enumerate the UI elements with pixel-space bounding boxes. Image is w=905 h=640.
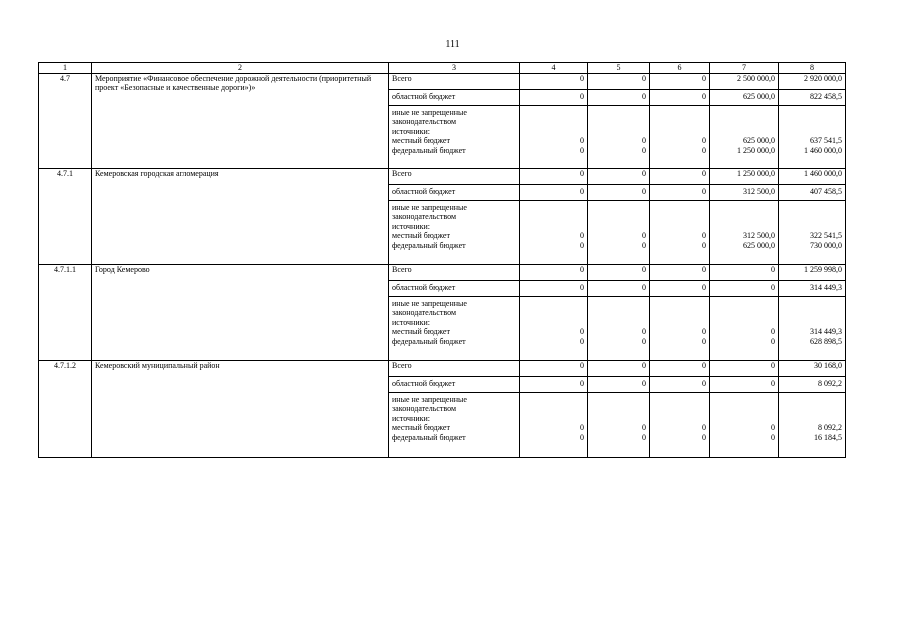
row-name: Кемеровский муниципальный район [92,360,389,457]
spacer [782,318,842,328]
spacer [591,404,646,414]
value-cell: 0 [650,264,710,280]
spacer [591,108,646,118]
value-stack [650,200,710,264]
row-code: 4.7.1.1 [39,264,92,360]
source-label: областной бюджет [389,280,520,296]
value-cell: 1 460 000,0 [779,168,846,184]
value-cell: 16 184,5 [814,432,842,442]
value-stack [650,296,710,360]
source-label-stack [389,105,520,168]
spacer [782,222,842,232]
value-cell: 8 092,2 [779,376,846,392]
spacer [782,299,842,309]
value-cell: 0 [650,73,710,89]
table-row [39,73,846,89]
value-cell: 0 [580,432,584,442]
value-cell: 0 [771,327,775,336]
column-header: 4 [520,63,588,74]
value-cell: 0 [588,168,650,184]
value-cell: 0 [702,336,706,346]
source-label: законодательством [392,404,457,413]
value-stack [710,105,779,168]
source-label: местный бюджет [392,423,450,432]
spacer [591,308,646,318]
value-stack [779,296,846,360]
spacer [782,212,842,222]
value-cell: 0 [650,89,710,105]
value-cell: 312 500,0 [743,231,775,240]
source-label: иные не запрещенные [392,107,467,117]
spacer [713,318,775,328]
value-cell: 0 [771,336,775,346]
value-cell: 0 [520,73,588,89]
spacer [523,212,584,222]
value-cell: 0 [642,327,646,336]
source-label: областной бюджет [389,184,520,200]
source-label: источники: [392,413,430,423]
spacer [713,203,775,213]
source-label: федеральный бюджет [392,145,466,155]
spacer [523,414,584,424]
value-stack [710,392,779,457]
column-header: 1 [39,63,92,74]
value-stack [520,392,588,457]
value-cell: 0 [520,168,588,184]
value-cell: 0 [588,264,650,280]
value-stack [520,296,588,360]
spacer [523,117,584,127]
row-name: Мероприятие «Финансовое обеспечение дорожной деятельности (приоритетный проект «Безопасные и качественные дороги»)» [92,73,389,168]
spacer [523,203,584,213]
table-row [39,264,846,280]
spacer [782,404,842,414]
source-label: иные не запрещенные [392,394,467,404]
source-label: законодательством [392,117,457,126]
spacer [653,318,706,328]
spacer [523,127,584,137]
spacer [523,299,584,309]
value-cell: 0 [588,376,650,392]
value-cell: 0 [520,184,588,200]
value-cell: 0 [642,145,646,155]
value-cell: 0 [702,432,706,442]
source-label: иные не запрещенные [392,298,467,308]
value-cell: 0 [771,432,775,442]
budget-table [38,62,846,458]
spacer [591,127,646,137]
value-cell: 0 [702,240,706,250]
value-stack [710,296,779,360]
header-row [39,63,846,74]
spacer [713,414,775,424]
spacer [713,395,775,405]
value-cell: 0 [580,327,584,336]
value-cell: 0 [588,184,650,200]
column-header: 6 [650,63,710,74]
source-label: законодательством [392,308,457,317]
spacer [782,203,842,213]
value-cell: 0 [642,336,646,346]
value-cell: 625 000,0 [710,89,779,105]
spacer [713,108,775,118]
spacer [782,414,842,424]
value-stack [779,392,846,457]
page-number: 111 [445,39,460,50]
value-cell: 0 [771,423,775,432]
spacer [591,395,646,405]
value-cell: 30 168,0 [779,360,846,376]
spacer [653,414,706,424]
value-cell: 0 [520,360,588,376]
value-stack [650,105,710,168]
value-cell: 0 [710,264,779,280]
value-cell: 0 [650,360,710,376]
spacer [653,222,706,232]
spacer [591,117,646,127]
value-cell: 314 449,3 [810,327,842,336]
column-header: 7 [710,63,779,74]
source-label: местный бюджет [392,327,450,336]
row-code: 4.7.1 [39,168,92,264]
spacer [591,212,646,222]
spacer [782,117,842,127]
value-cell: 314 449,3 [779,280,846,296]
source-label: Всего [389,73,520,89]
spacer [782,127,842,137]
spacer [782,308,842,318]
value-cell: 730 000,0 [810,240,842,250]
spacer [523,395,584,405]
spacer [713,308,775,318]
value-cell: 625 000,0 [743,240,775,250]
value-cell: 2 920 000,0 [779,73,846,89]
spacer [523,108,584,118]
source-label: иные не запрещенные [392,202,467,212]
source-label: федеральный бюджет [392,432,466,442]
value-stack [520,200,588,264]
value-stack [588,200,650,264]
value-stack [588,392,650,457]
source-label: областной бюджет [389,89,520,105]
value-cell: 0 [650,376,710,392]
value-cell: 0 [642,240,646,250]
value-cell: 322 541,5 [810,231,842,240]
value-cell: 0 [710,360,779,376]
table-row [39,168,846,184]
spacer [713,222,775,232]
source-label-stack [389,392,520,457]
spacer [653,404,706,414]
value-stack [779,105,846,168]
value-stack [588,296,650,360]
spacer [591,222,646,232]
source-label: источники: [392,221,430,231]
spacer [713,212,775,222]
value-cell: 0 [580,336,584,346]
row-code: 4.7.1.2 [39,360,92,457]
spacer [591,318,646,328]
value-cell: 0 [702,327,706,336]
spacer [713,127,775,137]
value-stack [710,200,779,264]
value-cell: 0 [520,89,588,105]
spacer [591,299,646,309]
spacer [713,299,775,309]
value-cell: 0 [642,432,646,442]
source-label: Всего [389,264,520,280]
row-code: 4.7 [39,73,92,168]
value-cell: 0 [642,136,646,145]
value-cell: 0 [650,168,710,184]
column-header: 8 [779,63,846,74]
table-row [39,360,846,376]
spacer [782,395,842,405]
spacer [653,212,706,222]
spacer [653,203,706,213]
spacer [653,299,706,309]
column-header: 5 [588,63,650,74]
value-cell: 0 [642,231,646,240]
value-cell: 0 [650,184,710,200]
value-cell: 2 500 000,0 [710,73,779,89]
source-label: областной бюджет [389,376,520,392]
value-cell: 0 [642,423,646,432]
value-cell: 1 250 000,0 [737,145,775,155]
value-cell: 1 250 000,0 [710,168,779,184]
spacer [523,318,584,328]
source-label: местный бюджет [392,136,450,145]
spacer [653,308,706,318]
row-name: Город Кемерово [92,264,389,360]
source-label-stack [389,200,520,264]
value-cell: 0 [520,264,588,280]
source-label: Всего [389,168,520,184]
value-cell: 407 458,5 [779,184,846,200]
spacer [713,117,775,127]
source-label: местный бюджет [392,231,450,240]
row-name: Кемеровская городская агломерация [92,168,389,264]
spacer [523,222,584,232]
column-header: 2 [92,63,389,74]
value-stack [588,105,650,168]
value-cell: 0 [520,280,588,296]
spacer [653,117,706,127]
spacer [782,108,842,118]
value-stack [650,392,710,457]
value-cell: 0 [580,240,584,250]
value-cell: 0 [702,136,706,145]
spacer [713,404,775,414]
source-label: источники: [392,317,430,327]
value-cell: 0 [580,145,584,155]
source-label: федеральный бюджет [392,240,466,250]
spacer [653,127,706,137]
value-cell: 8 092,2 [818,423,842,432]
value-cell: 0 [702,231,706,240]
source-label: Всего [389,360,520,376]
value-cell: 0 [702,423,706,432]
source-label: законодательством [392,212,457,221]
spacer [591,414,646,424]
value-cell: 0 [588,73,650,89]
value-cell: 822 458,5 [779,89,846,105]
value-cell: 0 [588,89,650,105]
spacer [653,108,706,118]
spacer [591,203,646,213]
value-cell: 312 500,0 [710,184,779,200]
value-cell: 0 [588,360,650,376]
source-label-stack [389,296,520,360]
value-cell: 0 [702,145,706,155]
value-cell: 628 898,5 [810,336,842,346]
column-header: 3 [389,63,520,74]
value-cell: 637 541,5 [810,136,842,145]
value-cell: 1 460 000,0 [804,145,842,155]
value-cell: 0 [710,376,779,392]
value-cell: 0 [520,376,588,392]
value-cell: 0 [588,280,650,296]
value-cell: 0 [580,136,584,145]
value-cell: 0 [580,423,584,432]
spacer [523,308,584,318]
value-cell: 0 [710,280,779,296]
value-cell: 625 000,0 [743,136,775,145]
value-stack [779,200,846,264]
value-cell: 1 259 998,0 [779,264,846,280]
value-cell: 0 [650,280,710,296]
value-stack [520,105,588,168]
spacer [523,404,584,414]
source-label: федеральный бюджет [392,336,466,346]
value-cell: 0 [580,231,584,240]
source-label: источники: [392,126,430,136]
spacer [653,395,706,405]
